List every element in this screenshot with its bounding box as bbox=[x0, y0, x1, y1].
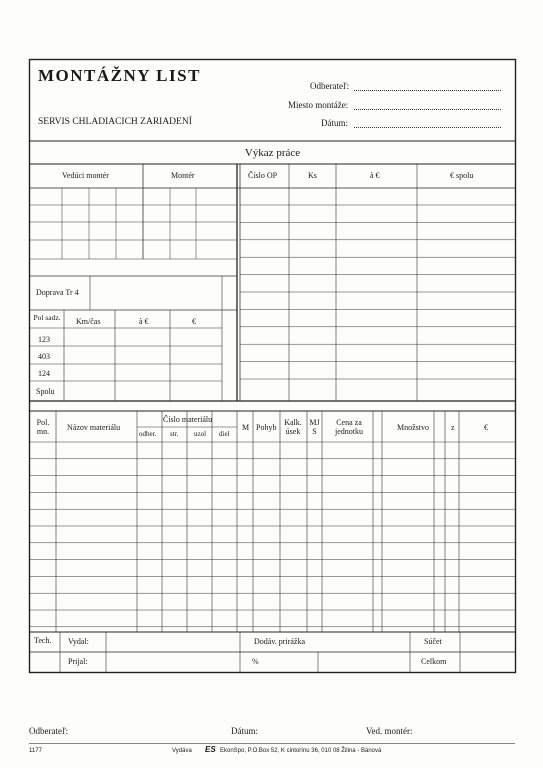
mat-header-nazov: Názov materiálu bbox=[67, 423, 121, 432]
footer-prijal: Prijal: bbox=[68, 657, 88, 666]
signature-rule bbox=[29, 743, 515, 744]
mat-sub-diel: diel bbox=[219, 430, 230, 438]
mat-sub-uzol: uzol bbox=[194, 430, 207, 438]
publisher-logo: ES bbox=[205, 745, 216, 754]
header-a-eur: à € bbox=[370, 171, 380, 180]
form-title: MONTÁŽNY LIST bbox=[38, 66, 201, 85]
mat-header-pol-mn: Pol. mn. bbox=[36, 418, 50, 436]
field-miesto-line[interactable] bbox=[354, 109, 501, 110]
mat-header-kalk: Kalk. úsek bbox=[284, 418, 302, 436]
footer-celkom: Celkom bbox=[421, 657, 447, 666]
mat-header-cislo: Číslo materiálu bbox=[163, 415, 213, 424]
field-odberatel-line[interactable] bbox=[354, 90, 501, 91]
mat-header-eur: € bbox=[484, 423, 488, 432]
field-datum-line[interactable] bbox=[354, 127, 501, 128]
mat-header-pohyb: Pohyb bbox=[256, 423, 277, 432]
imprint-vydava: Vydáva bbox=[172, 748, 192, 754]
field-datum-label: Dátum: bbox=[321, 118, 348, 128]
mat-header-z: z bbox=[451, 423, 455, 432]
footer-percent: % bbox=[252, 657, 259, 666]
form-subtitle: SERVIS CHLADIACICH ZARIADENÍ bbox=[38, 117, 192, 127]
trans-row-123: 123 bbox=[38, 335, 50, 344]
mat-header-mnozstvo: Množstvo bbox=[397, 423, 429, 432]
sig-datum-label: Dátum: bbox=[231, 726, 258, 736]
header-veduci-monter: Vedúci montér bbox=[62, 171, 109, 180]
header-eur-spolu: € spolu bbox=[450, 171, 474, 180]
footer-vydal: Vydal: bbox=[68, 637, 89, 646]
mat-sub-str: str. bbox=[170, 430, 179, 438]
header-monter: Montér bbox=[171, 171, 195, 180]
mat-header-m: M bbox=[242, 423, 250, 432]
field-miesto-label: Miesto montáže: bbox=[288, 100, 349, 110]
sig-odberatel-label: Odberateľ: bbox=[29, 726, 69, 736]
imprint-publisher: EkonSpo, P.O.Box 52, K cintorínu 36, 010 08 Žilina - Bánová bbox=[220, 748, 382, 754]
footer-prirazka: Dodáv. prirážka bbox=[254, 637, 306, 646]
mat-header-cena: Cena za jednotku bbox=[335, 418, 363, 436]
header-ks: Ks bbox=[308, 171, 317, 180]
mat-header-mj: MJ S bbox=[309, 418, 320, 436]
footer-sucet: Súčet bbox=[424, 637, 442, 646]
trans-row-124: 124 bbox=[38, 369, 50, 378]
sig-ved-monter-label: Ved. montér: bbox=[366, 726, 413, 736]
trans-header-eur: € bbox=[192, 317, 196, 326]
header-cislo-op: Číslo OP bbox=[248, 171, 278, 180]
mat-sub-odber: odber. bbox=[139, 430, 157, 438]
trans-row-spolu: Spolu bbox=[36, 387, 55, 396]
trans-header-a-eur: à € bbox=[139, 317, 149, 326]
sig-odberatel-line[interactable] bbox=[70, 735, 220, 736]
trans-row-403: 403 bbox=[38, 352, 50, 361]
trans-header-km: Km/čas bbox=[76, 317, 101, 326]
footer-tech: Tech. bbox=[34, 636, 52, 645]
trans-header-pol: Pol sadz. bbox=[33, 313, 61, 322]
work-title: Výkaz práce bbox=[244, 147, 301, 159]
transport-label: Doprava Tr 4 bbox=[36, 288, 79, 297]
imprint-number: 1177 bbox=[29, 748, 42, 754]
field-odberatel-label: Odberateľ: bbox=[310, 81, 350, 91]
